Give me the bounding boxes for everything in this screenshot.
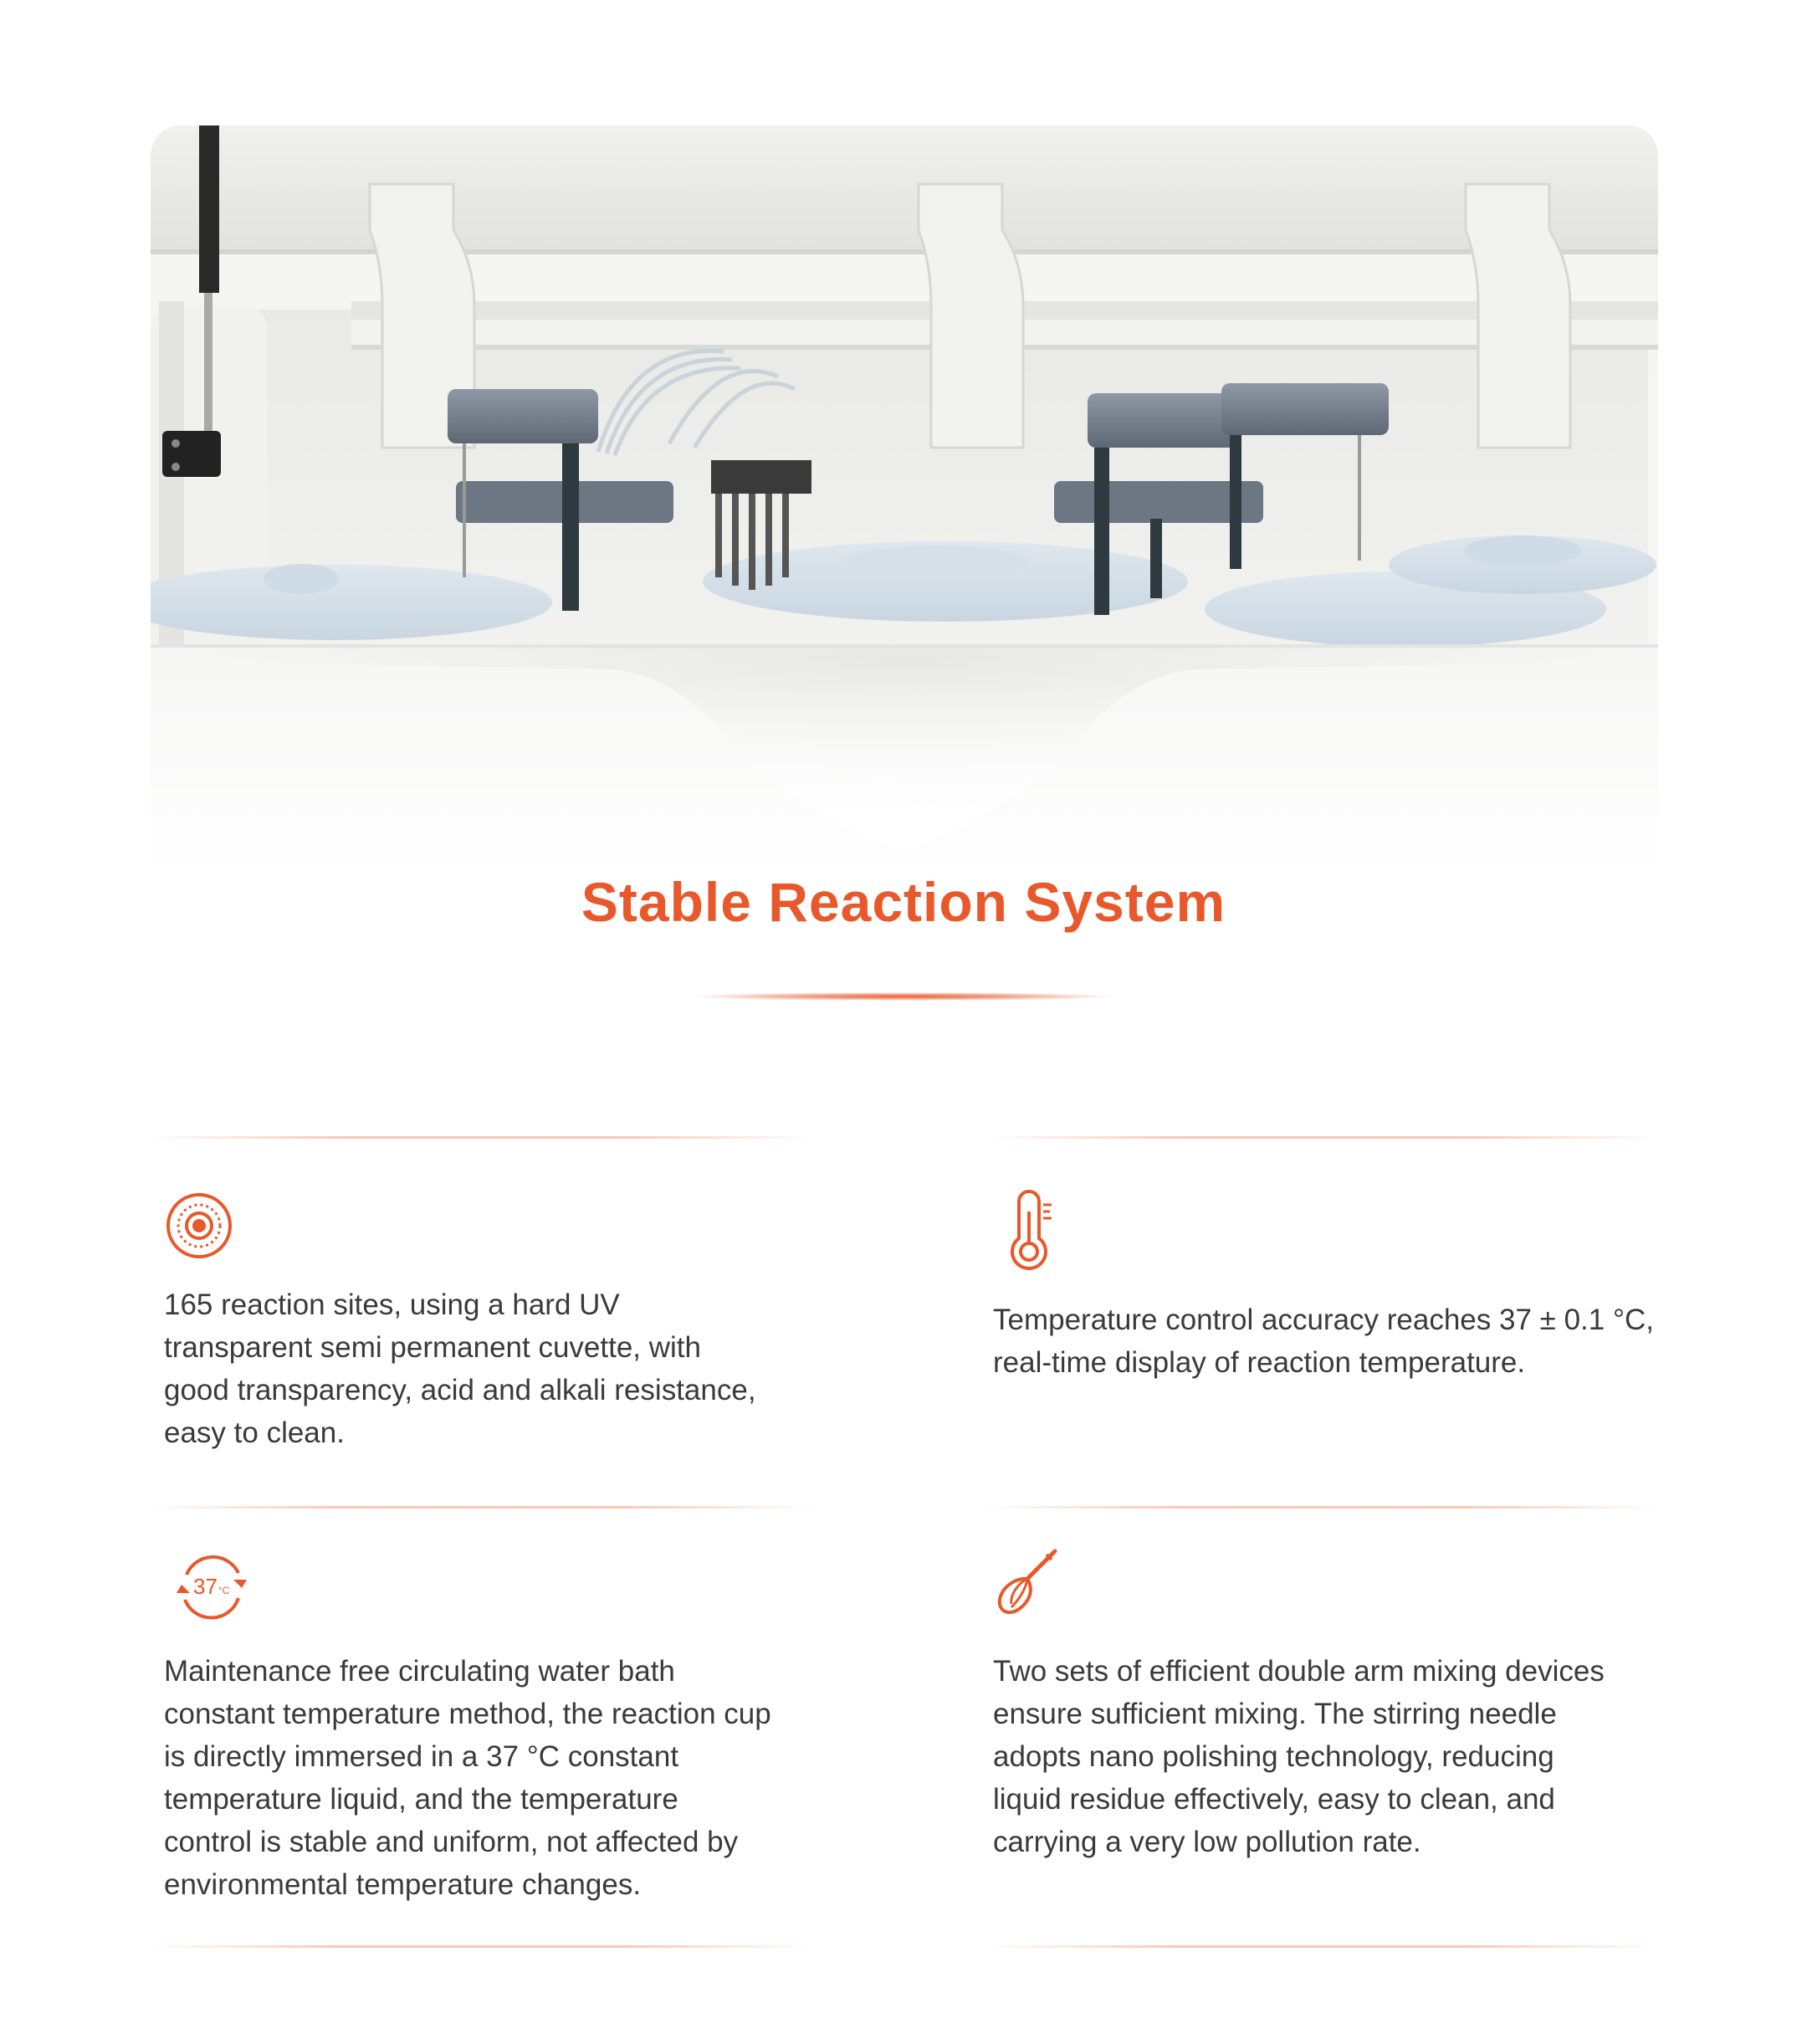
divider [983, 1136, 1661, 1139]
reaction-disc-icon [161, 1188, 237, 1263]
circulation-37c-icon [170, 1550, 253, 1625]
feature-text: 165 reaction sites, using a hard UV transparent semi permanent cuvette, with good transparency, acid and alkali resistance, easy to clean. [164, 1288, 756, 1449]
analyzer-illustration [151, 126, 1658, 879]
divider [983, 1945, 1661, 1948]
reaction-disc [703, 541, 1188, 622]
divider [146, 1136, 816, 1139]
icon-label: 37 [193, 1574, 218, 1599]
title-underline [694, 992, 1113, 1001]
feature-text: Temperature control accuracy reaches 37 ± 0.1 °C, real-time display of reaction temperature. [993, 1304, 1654, 1379]
feature-text: Two sets of efficient double arm mixing devices ensure sufficient mixing. The stirring needle adopts nano polishing technology, reducing liquid residue effectively, easy to clean, and carrying a very low pollution rate. [993, 1655, 1605, 1858]
divider [983, 1506, 1661, 1509]
feature-text: Maintenance free circulating water bath constant temperature method, the reaction cup is directly immersed in a 37 °C constant temperature liquid, and the temperature control is stable and uniform, not affected by environmental temperature changes. [164, 1655, 771, 1901]
divider [146, 1945, 816, 1948]
thermometer-icon [991, 1186, 1067, 1262]
divider [146, 1506, 816, 1509]
icon-unit: °C [218, 1585, 230, 1596]
whisk-icon [990, 1544, 1065, 1619]
hero-product-image [151, 126, 1658, 879]
section-title: Stable Reaction System [581, 871, 1226, 933]
